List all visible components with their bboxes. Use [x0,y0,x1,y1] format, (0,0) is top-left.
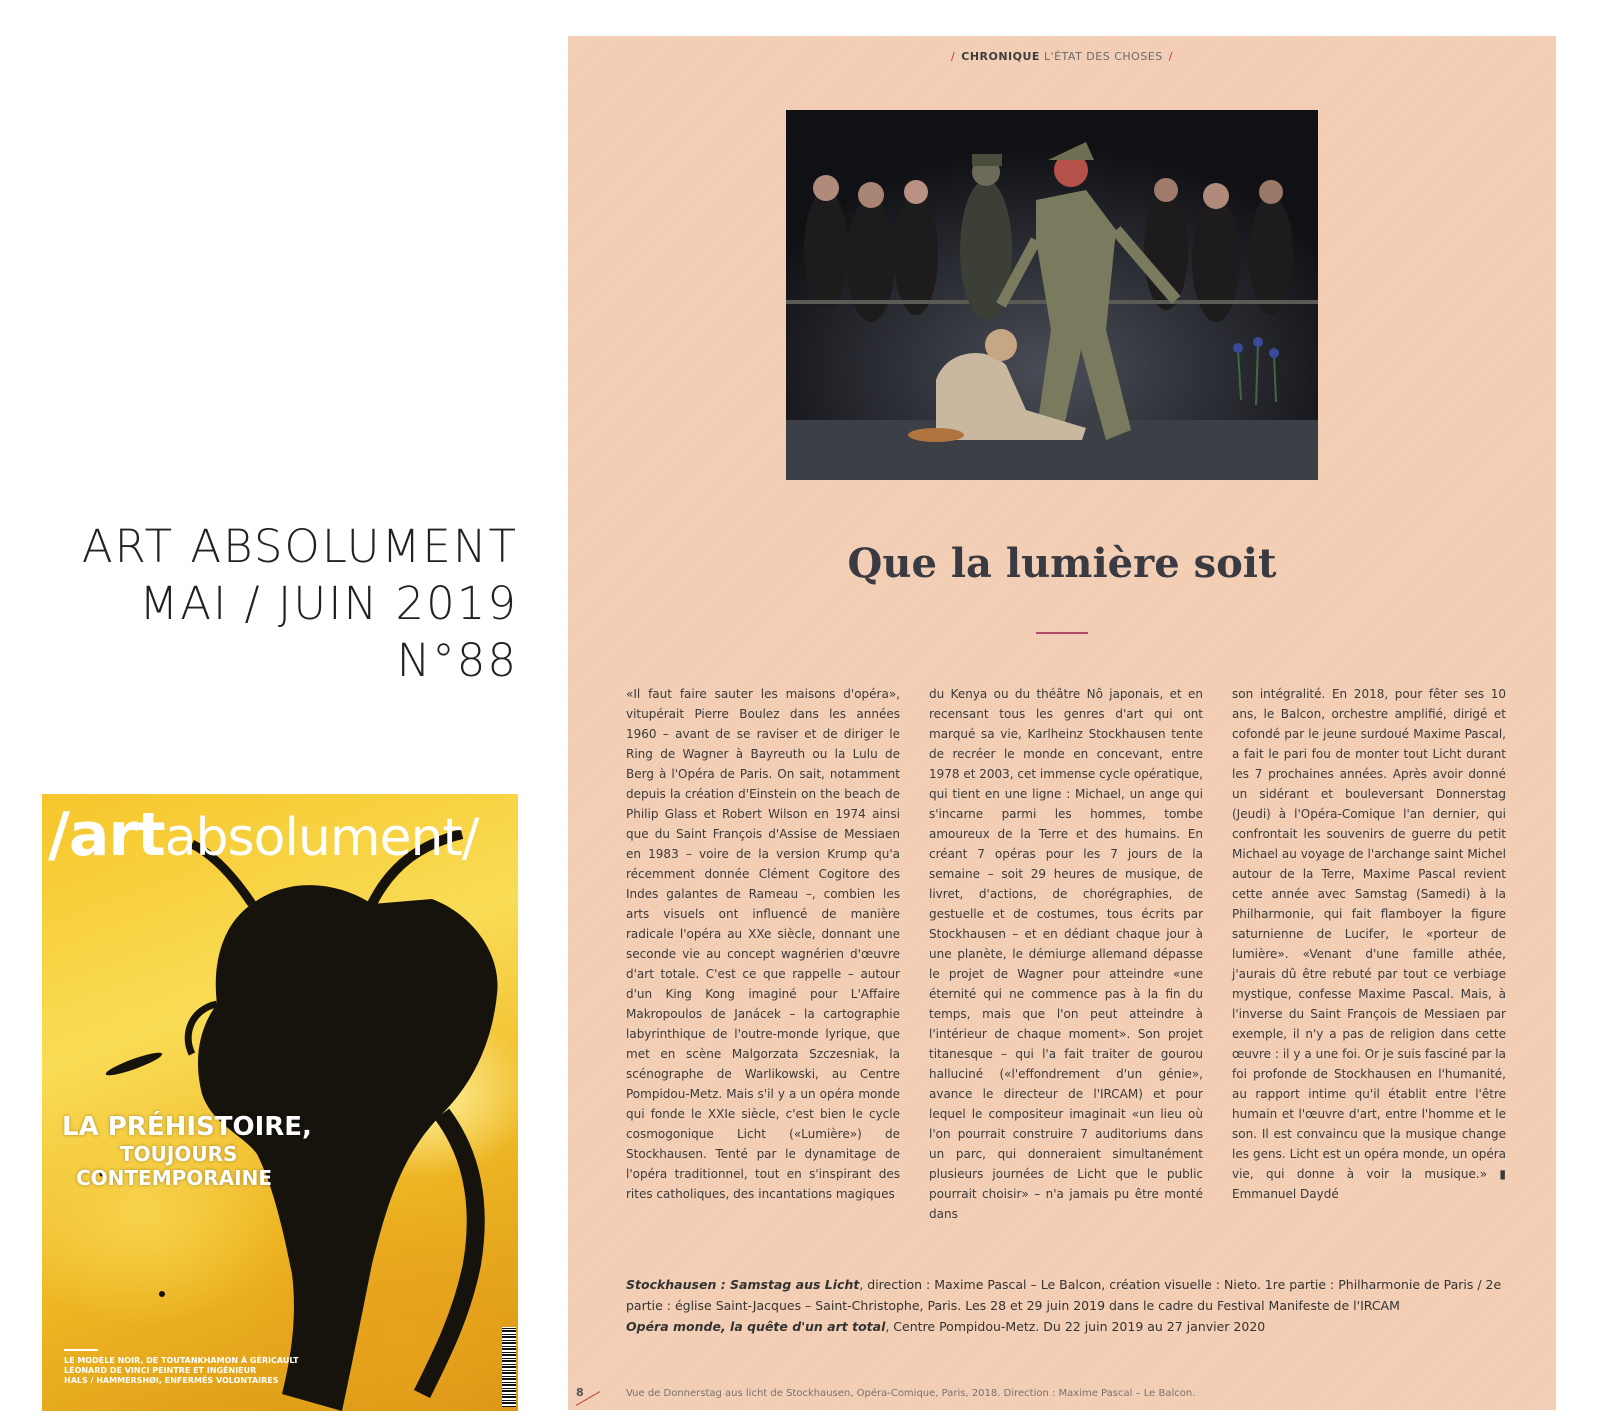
credit-exhibition-title: Opéra monde, la quête d'un art total [626,1319,886,1334]
cover-divider [64,1349,98,1351]
credit-stockhausen-text: , direction : Maxime Pascal – Le Balcon, création visuelle : Nieto. 1re partie : Philharmonie de Paris / 2e partie : église Saint-Jacques – Saint-Christophe, Paris. Les 28 et 29 juin 2019 dans le cadre du Festival Manifeste de l'IRCAM [626,1277,1502,1313]
section-header [568,50,1556,63]
section-label: CHRONIQUE [961,50,1040,63]
article-title: Que la lumière soit [847,540,1277,587]
section-sublabel: L'ÉTAT DES CHOSES [1043,50,1163,63]
article-column-2: du Kenya ou du théâtre Nô japonais, et en recensant tous les genres d'art qui ont marqué sa vie, Karlheinz Stockhausen tente de recréer le monde en concevant, entre 1978 et 2003, cet immense cycle opératique, qui tient en une ligne : Michael, un ange qui s'incarne parmi les hommes, tombe amoureux de la Terre et des humains. En créant 7 opéras pour les 7 jours de la semaine – soit 29 heures de musique, de livret, d'actions, de chorégraphies, de gestuelle et de costumes, tous écrits par Stockhausen – et en dédiant chaque jour à une planète, le démiurge allemand dépasse le projet de Wagner pour atteindre «une éternité qui ne commence pas à la fin du temps, mais que l'on peut atteindre à l'intérieur de chaque moment». Son projet titanesque – qui l'a fait traiter de gourou halluciné («l'effondrement d'un génie», avance le directeur de l'IRCAM) et pour lequel le compositeur imaginait «un lieu où l'on pourrait construire 7 auditoriums dans un parc, qui donneraient simultanément plusieurs journées de Licht que le public pourrait choisir» – n'a jamais pu être monté dans [929,687,1203,1221]
title-divider [1036,632,1088,634]
credit-stockhausen-title: Stockhausen : Samstag aus Licht [626,1277,860,1292]
credit-exhibition-text: , Centre Pompidou-Metz. Du 22 juin 2019 au 27 janvier 2020 [885,1319,1266,1334]
caption-issue-date: MAI / JUIN 2019 [139,577,518,630]
caption-issue-number: N°88 [396,634,518,687]
article-photo [786,110,1318,480]
opera-stage-photo [786,110,1318,480]
cover-logo-art: /art [48,800,165,870]
cover-headline-line3: CONTEMPORAINE [76,1166,273,1190]
credit-exhibition [626,1316,1516,1337]
cover-headline [62,1112,312,1190]
cover-painting-figure [42,794,518,1411]
page-number: 8 [576,1386,584,1399]
article-column-3: son intégralité. En 2018, pour fêter ses 10 ans, le Balcon, orchestre amplifié, dirigé et cofondé par le jeune surdoué Maxime Pascal, a fait le pari fou de monter tout Licht durant les 7 prochaines années. Après avoir donné un sidérant et bouleversant Donnerstag (Jeudi) à l'Opéra-Comique l'an dernier, qui confrontait les souvenirs de guerre du petit Michael au voyage de l'archange saint Michel autour de la Terre, Maxime Pascal revient cette année avec Samstag (Samedi) à la Philharmonie, qui fait flamboyer la figure saturnienne de Lucifer, le «porteur de lumière». «Venant d'une famille athée, j'aurais dû être rebuté par tout ce verbiage mystique, confesse Maxime Pascal. Mais, à l'inverse du Saint François de Messiaen par exemple, il n'y a pas de religion dans cette œuvre : il y a une foi. Or je suis fasciné par la foi profonde de Stockhausen en l'humanité, au rapport intime qu'il établit entre l'être humain et l'œuvre d'art, entre l'homme et le son. Il est convaincu que la musique change les gens. Licht est un opéra monde, un opéra vie, qui donne à voir la musique.» ▮ Emmanuel Daydé [1232,687,1506,1201]
article-page [568,36,1556,1410]
photo-caption: Vue de Donnerstag aus licht de Stockhausen, Opéra-Comique, Paris, 2018. Direction : Maxime Pascal – Le Balcon. [626,1388,1196,1399]
magazine-caption [40,518,518,689]
cover-teasers [64,1356,299,1386]
barcode [502,1327,516,1407]
cover-logo-absolument: absolument/ [164,808,479,868]
caption-magazine-name: ART ABSOLUMENT [81,520,518,573]
cover-teaser-2: LÉONARD DE VINCI PEINTRE ET INGÉNIEUR [64,1366,257,1375]
magazine-cover [42,794,518,1411]
credit-stockhausen [626,1274,1516,1316]
article-body [626,684,1506,1224]
cover-teaser-3: HALS / HAMMERSHØI, ENFERMÉS VOLONTAIRES [64,1376,279,1385]
cover-headline-line1: LA PRÉHISTOIRE, [62,1112,312,1142]
cover-logo [48,800,478,870]
article-column-1: «Il faut faire sauter les maisons d'opéra», vitupérait Pierre Boulez dans les années 1960 – avant de se raviser et de diriger le Ring de Wagner à Bayreuth ou la Lulu de Berg à l'Opéra de Paris. On sait, notamment depuis la création d'Einstein on the beach de Philip Glass et Robert Wilson en 1974 ainsi que du Saint François d'Assise de Messiaen en 1983 – voire de la version Krump qu'a récemment donnée Clément Cogitore des Indes galantes de Rameau –, combien les arts visuels ont influencé de manière radicale l'opéra au XXe siècle, donnant une seconde vie au concept wagnérien d'œuvre d'art totale. C'est ce que rappelle – autour d'un King Kong imaginé pour L'Affaire Makropoulos de Janácek – la cartographie labyrinthique de l'outre-monde lyrique, que met en scène Malgorzata Szczesniak, la scénographe de Warlikowski, au Centre Pompidou-Metz. Mais s'il y a un opéra monde qui fonde le XXIe siècle, c'est bien le cycle cosmogonique Licht («Lumière») de Stockhausen. Tenté par le dynamitage de l'opéra traditionnel, tout en s'inspirant des rites catholiques, des incantations magiques [626,687,900,1201]
header-slash-icon: / [1168,50,1173,63]
event-credits [626,1274,1516,1337]
cover-headline-line2: TOUJOURS [120,1142,238,1166]
cover-teaser-1: LE MODÈLE NOIR, DE TOUTANKHAMON À GÉRICAULT [64,1356,299,1365]
header-slash-icon: / [951,50,956,63]
